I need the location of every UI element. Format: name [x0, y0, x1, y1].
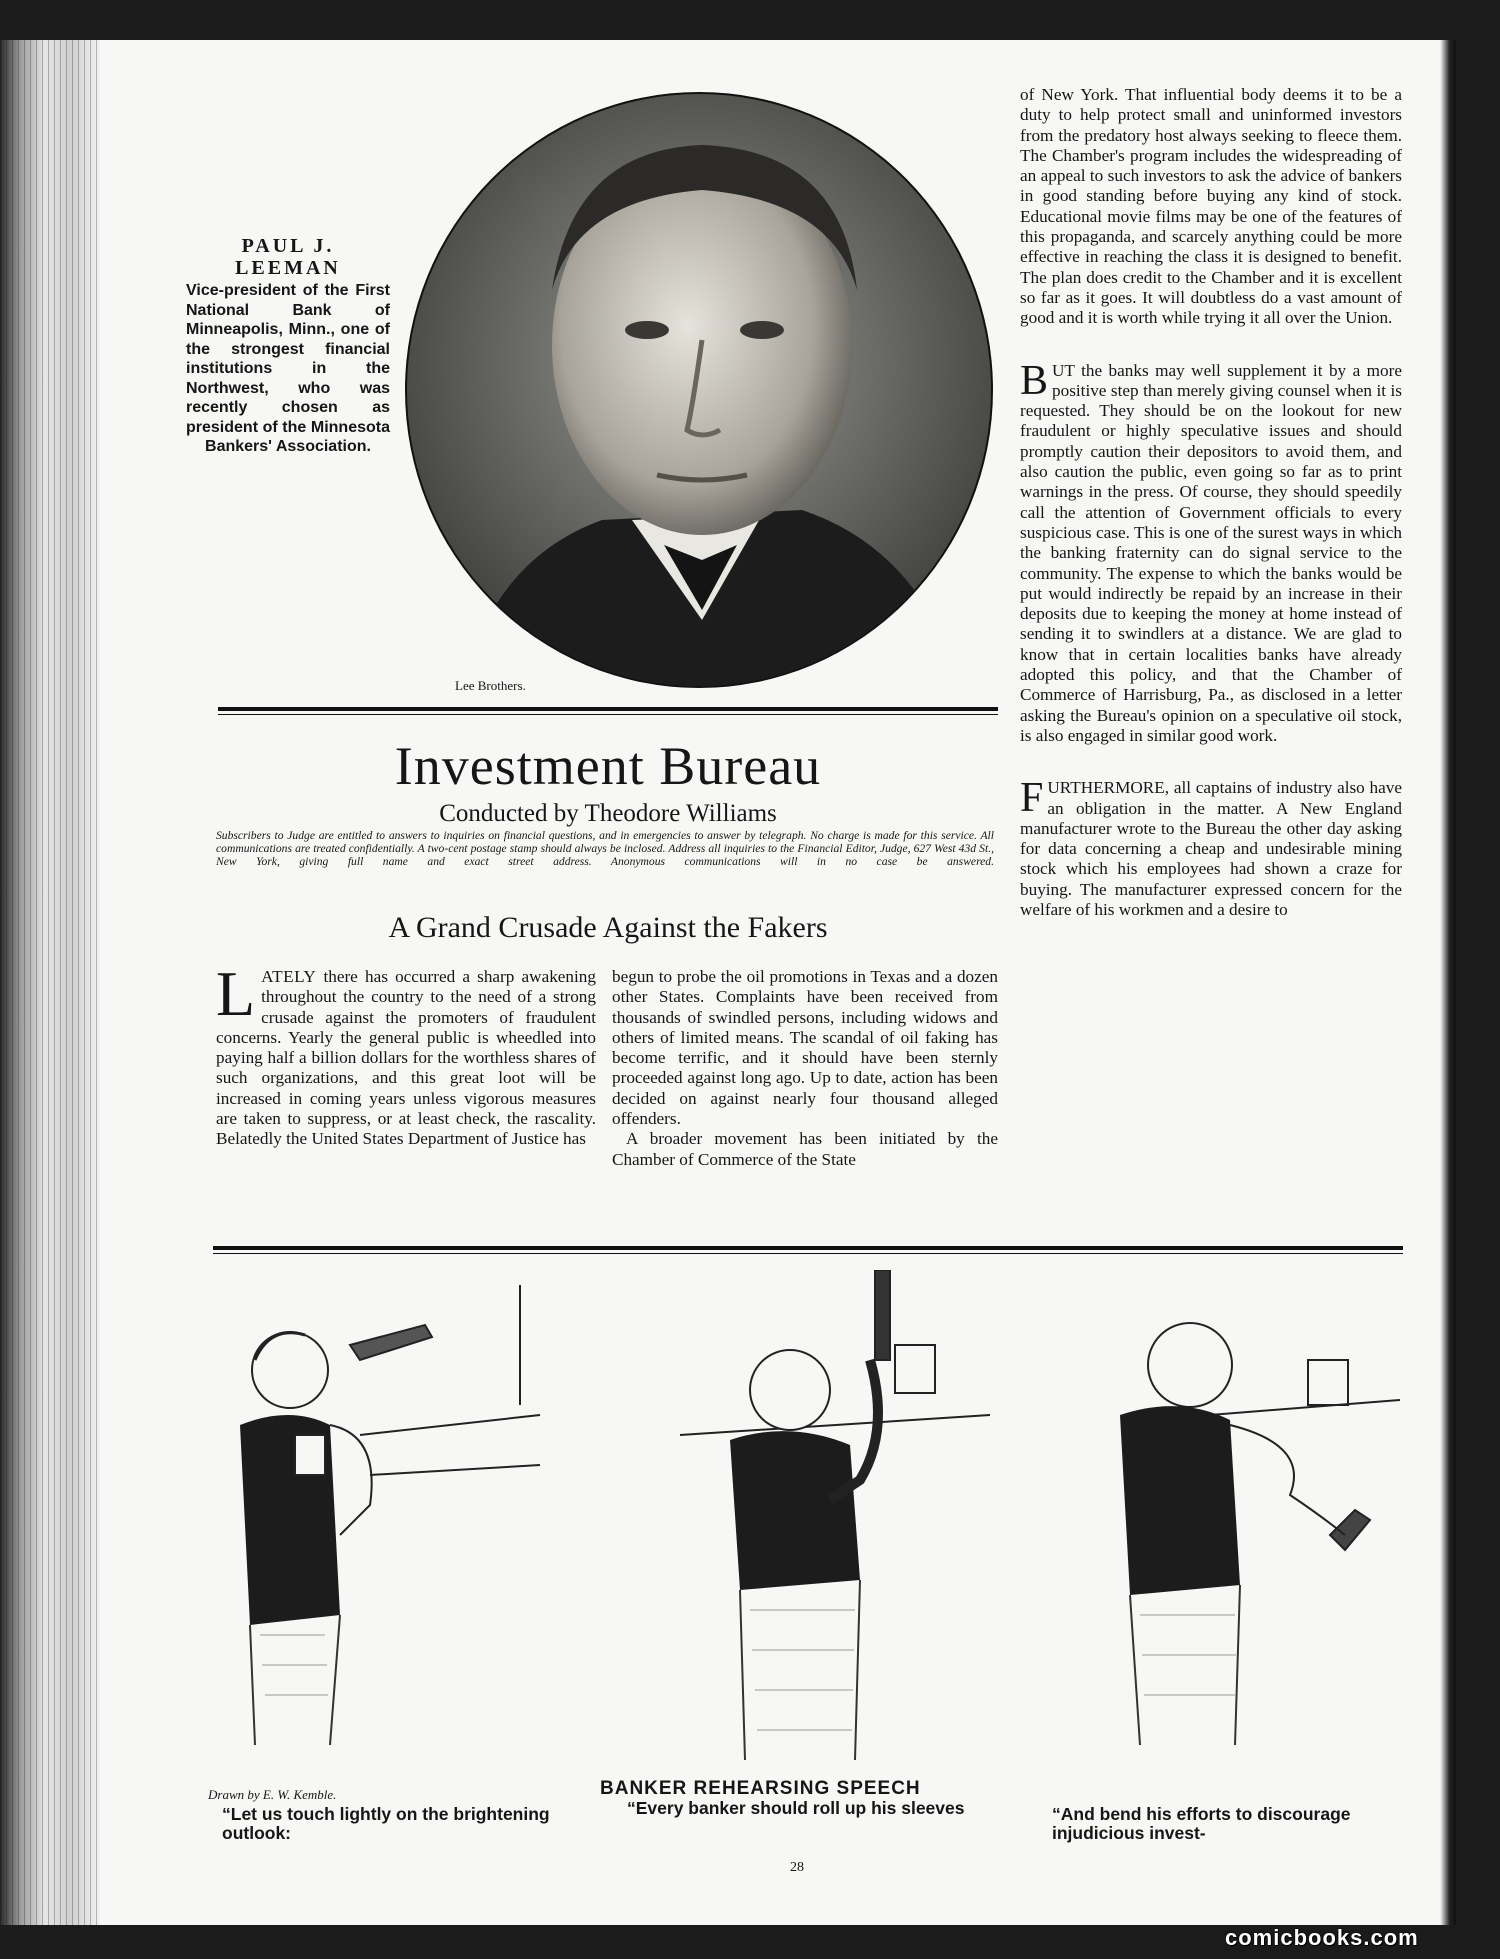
cartoon-rule — [213, 1246, 1403, 1250]
cartoon-credit: Drawn by E. W. Kemble. — [208, 1787, 337, 1802]
portrait-caption — [186, 235, 390, 457]
column-2-paragraph-2: A broader movement has been initiated by the Chamber of Commerce of the State — [612, 1129, 998, 1169]
header-rule — [218, 707, 998, 711]
cartoon-caption-1: “Let us touch lightly on the brightening outlook: — [222, 1804, 550, 1843]
article-headline: A Grand Crusade Against the Fakers — [388, 911, 828, 944]
subscriber-notice: Subscribers to Judge are entitled to answers to inquiries on financial questions, and in emergencies to answer by telegraph. No charge is made for this service. All communications are treated confidentially. A two-cent postage stamp should always be inclosed. Address all inquiries to the Financial Editor, Judge, 627 West 43d St., New York, giving full name and exact street address. Anonymous communications will in no case be answered. — [216, 829, 994, 868]
page-number: 28 — [790, 1860, 804, 1875]
portrait-name-line1: PAUL J. — [241, 235, 335, 257]
page-title: Investment Bureau — [394, 736, 822, 796]
lead-word: UT — [1052, 360, 1075, 380]
book-spine — [0, 40, 100, 1925]
drop-cap: L — [216, 958, 256, 1029]
byline: Conducted by Theodore Williams — [439, 800, 777, 827]
paragraph-text: the banks may well supplement it by a more positive step than merely giving counsel when it is requested. They should be on the lookout for new fraudulent or highly speculative issues and should promptly caution their depositors to avoid them, and also caution the public, even going so far as to print warnings in the press. Of course, they should speedily call the attention of Government officials to every suspicious case. This is one of the surest ways in which the banking fraternity can do signal service to the community. The expense to which the banks would be put would indirectly be repaid by an increase in their deposits due to keeping the money at home instead of sending it to swindlers at a distance. We are glad to know that in certain localities banks have already adopted this policy, and that the Chamber of Commerce of Harrisburg, Pa., as disclosed in a letter asking the Bureau's opinion on a speculative oil stock, is also engaged in similar good work. — [1020, 360, 1402, 745]
photo-credit: Lee Brothers. — [455, 678, 526, 693]
cartoon-caption-3: “And bend his efforts to discourage injudicious invest- — [1052, 1804, 1351, 1843]
cartoon-caption-2: “Every banker should roll up his sleeves — [627, 1798, 965, 1818]
cartoon-title: BANKER REHEARSING SPEECH — [600, 1778, 921, 1799]
lead-word: ATELY — [261, 967, 317, 986]
cartoon-panel-1 — [210, 1275, 550, 1775]
portrait-name-line2: LEEMAN — [235, 257, 341, 279]
cartoon-panel-3 — [1060, 1275, 1405, 1775]
page-edge — [1440, 40, 1456, 1925]
article-column-3 — [1020, 85, 1402, 920]
cartoon-panel-2 — [660, 1270, 1000, 1775]
lead-word: URTHERMORE, — [1047, 778, 1170, 798]
drop-cap: B — [1020, 357, 1049, 404]
column-3-paragraph-1: of New York. That influential body deems it to be a duty to help protect small and uninformed investors from the predatory host always seeking to fleece them. The Chamber's program includes the widespreading of an appeal to such investors to ask the advice of bankers in good standing before buying any kind of stock. Educational movie films may be one of the features of this propaganda, and scarcely anything could be more effective in reaching the class it is designed to benefit. The plan does credit to the Chamber and it is excellent so far as it goes. It will doubtless do a vast amount of good and it is worth while trying it all over the Union. — [1020, 85, 1402, 328]
article-column-2 — [612, 967, 998, 1170]
column-2-paragraph-1: begun to probe the oil promotions in Texas and a dozen other States. Complaints have been received from thousands of swindled persons, including widows and others of limited means. The scandal of oil faking has become terrific, and it should have been sternly proceeded against long ago. Up to date, action has been decided on against nearly four thousand alleged offenders. — [612, 967, 998, 1129]
paragraph-text: there has occurred a sharp awakening throughout the country to the need of a strong crusade against the promoters of fraudulent concerns. Yearly the general public is wheedled into paying half a billion dollars for the worthless shares of such organizations, and this great loot will be increased in coming years unless vigorous measures are taken to suppress, or at least check, the rascality. Belatedly the United States Department of Justice has — [216, 967, 596, 1149]
paragraph-text: all captains of industry also have an obligation in the matter. A New England manufacturer wrote to the Bureau the other day asking for data concerning a cheap and undesirable mining stock which his employees had shown a craze for buying. The manufacturer expressed concern for the welfare of his workmen and a desire to — [1020, 778, 1402, 919]
column-3-paragraph-3 — [1020, 775, 1402, 920]
portrait-photo — [402, 90, 996, 690]
portrait-description: Vice-president of the First National Bank of Minneapolis, Minn., one of the strongest financial institutions in the Northwest, who was recently chosen as president of the Minnesota Bankers' Association. — [186, 282, 390, 455]
site-watermark: comicbooks.com — [1225, 1925, 1419, 1950]
drop-cap: F — [1020, 775, 1044, 822]
column-1-paragraph — [216, 958, 596, 1150]
column-3-paragraph-2 — [1020, 357, 1402, 747]
article-column-1 — [216, 958, 596, 1150]
